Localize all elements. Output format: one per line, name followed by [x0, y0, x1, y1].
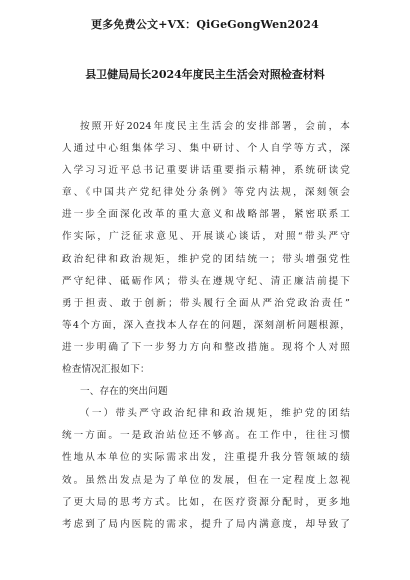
- body-line: （一）带头严守政治纪律和政治规矩，维护党的团结: [80, 408, 350, 420]
- body-line: 等4个方面，深入查找本人存在的问题，深刻剖析问题根源，: [62, 319, 350, 331]
- body-line: 章、《中国共产党纪律处分条例》等党内法规，深刻领会: [62, 187, 350, 199]
- body-line: 按照开好2024年度民主生活会的安排部署，会前，本: [80, 121, 350, 132]
- body-line: 严守纪律、砥砺作风；带头在遵规守纪、清正廉洁前提下: [62, 275, 350, 287]
- promo-header: 更多免费公文+VX：QiGeGongWen2024: [91, 18, 319, 31]
- body-line: 性地从本单位的实际需求出发，注重提升我分管领域的绩: [62, 452, 350, 464]
- body-line: 入学习习近平总书记重要讲话重要指示精神，系统研读党: [62, 165, 350, 177]
- body-line: 人通过中心组集体学习、集中研讨、个人自学等方式，深: [62, 143, 350, 155]
- body-line: 考虑到了局内医院的需求，提升了局内满意度，却导致了: [62, 518, 350, 530]
- body-line: 进一步全面深化改革的重大意义和战略部署，紧密联系工: [62, 209, 350, 221]
- body-line: 进一步明确了下一步努力方向和整改措施。现将个人对照: [62, 341, 350, 353]
- document-body: [62, 116, 350, 536]
- section-heading: 一、存在的突出问题: [80, 386, 168, 398]
- body-line: 统一方面。一是政治站位还不够高。在工作中，往往习惯: [62, 430, 350, 442]
- body-line: 勇于担责、敢于创新；带头履行全面从严治党政治责任”: [62, 297, 350, 309]
- body-line: 作实际，广泛征求意见、开展谈心谈话，对照“带头严守: [62, 231, 350, 243]
- body-line: 效。虽然出发点是为了单位的发展，但在一定程度上忽视: [62, 474, 350, 486]
- document-title: 县卫健局局长2024年度民主生活会对照检查材料: [85, 68, 325, 81]
- body-line: 政治纪律和政治规矩，维护党的团结统一；带头增强党性: [62, 253, 350, 265]
- body-line: 了更大局的思考方式。比如，在医疗资源分配时，更多地: [62, 496, 350, 508]
- body-line: 检查情况汇报如下：: [62, 364, 150, 376]
